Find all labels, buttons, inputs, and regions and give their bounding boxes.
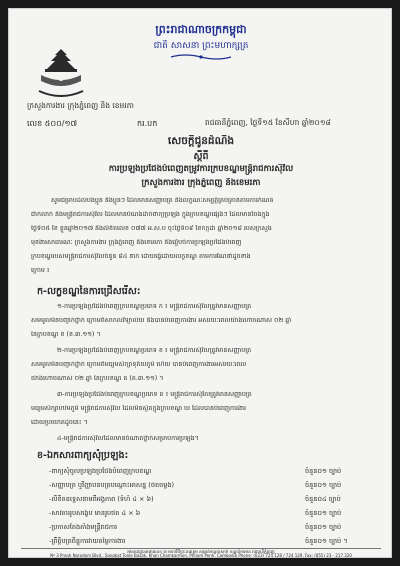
criteria-paragraph: សមមូលមិនបញ្ជាក់ថ្នាក់ ក្រោមពីមធ្យមសិក្សាទុតិយភូមិ ហើយ បានបំពេញការងារអស់រយៈពេល <box>31 361 247 368</box>
footer-address-english: Nº 3 Preah Norodom Blvd., Sangkat Tonle Basak, Khan Chamkarmon, Phnom Penh, Cambodia Phone: (023) 724 128 / 724 129, Fax: (855) 23 - 217 320 <box>50 553 352 558</box>
criteria-paragraph: យ៉ាងហោចណាស់ ០២ ឆ្នាំ នៃក្របខណ្ឌ គ (គ.៣.១១) ។ <box>31 375 164 382</box>
title-subject: ការប្រឡងប្រជែងបំពេញតម្រូវការក្របខណ្ឌមន្ត្រីរាជការស៊ីវិល <box>108 164 294 174</box>
intro-line: មុខងារសាធារណៈ ក្រសួងការងារ ក្រុងភ្នំពេញ និងខេមរភា នឹងរៀបចំការប្រឡងប្រជែងបំពេញ <box>31 239 242 246</box>
ornament-divider <box>169 53 233 61</box>
footer-address-khmer: អាសយដ្ឋានអគារលេខ ៣ មហាវិថីព្រះនរោត្តម សង្កាត់ទន្លេបាសាក់ ខណ្ឌចំការមន រាជធានីភ្នំពេញ <box>127 549 275 554</box>
criteria-paragraph: ១-ការប្រឡងប្រជែងបំពេញក្របខណ្ឌប្រភេទ ក ៖ មន្ត្រីរាជការស៊ីវិលត្រូវមានសញ្ញាបត្រ <box>57 303 252 310</box>
document-item-qty: ចំនួន០១ ច្បាប់ <box>305 481 342 489</box>
document-item-label: -លិខិតឧទ្ទេសនាមពីអង្គភាព (ទំហំ ៤ × ៦) <box>49 495 154 503</box>
document-item-label: -ប្រកាសតែងតាំងមន្ត្រីរាជការ <box>49 523 118 531</box>
document-reference: ករ.បក <box>137 119 158 128</box>
section-b-heading: ខ-ឯកសារពាក្យសុំប្រឡង: <box>37 450 129 461</box>
motto-heading: ជាតិ សាសនា ព្រះមហាក្សត្រ <box>153 41 249 51</box>
office-name: ក្រសួងការងារ ក្រុងភ្នំពេញ និង ខេមរភា <box>27 101 134 110</box>
criteria-paragraph: ២-ការប្រឡងប្រជែងបំពេញក្របខណ្ឌប្រភេទ ខ ៖ មន្ត្រីរាជការស៊ីវិលត្រូវមានសញ្ញាបត្រ <box>57 347 252 354</box>
intro-line: ក្រោម ៖ <box>31 267 50 274</box>
document-item-label: -សញ្ញាបត្រ ឬវិញ្ញាបនបត្របណ្ដោះអាសន្ន (ថតចម្លង) <box>49 481 174 489</box>
criteria-paragraph: ៣-ការប្រឡងប្រជែងបំពេញក្របខណ្ឌប្រភេទ គ ៖ មន្ត្រីរាជការស៊ីវិលត្រូវមានសញ្ញាបត្រ <box>57 391 252 398</box>
title-regarding: ស្តីពី <box>193 151 209 162</box>
section-a-heading: ក-លក្ខខណ្ឌនៃការជ្រើសរើស: <box>37 286 141 297</box>
document-item-qty: ចំនួន០១ ច្បាប់ ។ <box>305 537 348 545</box>
document-item-qty: ចំនួន០១ ច្បាប់ <box>305 467 342 475</box>
criteria-paragraph: មធ្យមសិក្សាបឋមភូមិ មន្ត្រីរាជការស៊ីវិល ដែលមិនស្ថិតក្នុងក្របខណ្ឌ ឃ ដែលបានបំពេញការងារ <box>31 405 246 412</box>
criteria-paragraph: ៤-មន្ត្រីរាជការស៊ីវិលដែលមានចំណាត់ថ្នាក់សម្រាប់ការប្រឡង។ <box>57 435 199 442</box>
document-item-label: -ព្រឹត្តិបត្រពិន្ទុការវាយតម្លៃការងារ <box>49 537 126 545</box>
criteria-paragraph: ដោយប្រយោគដូចនេះ ។ <box>31 419 88 426</box>
document-page <box>8 8 392 558</box>
document-item-label: -សាវតាររូបសង្ខេប មានរូបថត ៤ × ៦ <box>49 509 141 517</box>
criteria-paragraph: សមមូលមិនបញ្ជាក់ថ្នាក់ ក្រោមពីសាកលវិទ្យាល័យ និងបានបំពេញការងារ អស់រយៈពេលយ៉ាងហោចណាស់ ០២ ឆ្នាំ <box>31 317 292 324</box>
intro-line: ជាក់លាក់ និងមន្ត្រីរាជការស៊ីវិល ដែលមានបំណងដាក់ពាក្យប្រឡង ក្នុងក្របខណ្ឌផ្សេងៗ ដែលមានចែងក្នុង <box>31 211 270 218</box>
intro-line: ថ្ងៃទី០៥ ខែ ខ្លួនឆ្នាំ២០១៧ និងលិខិតលេខ ០៧៧ អ.ស.ប ចុះថ្ងៃទី០៩ ខែកក្កដា ឆ្នាំ២០១៨ របស់ក្រសួង <box>31 225 272 232</box>
document-item-qty: ចំនួន០៤ ច្បាប់ <box>305 495 341 503</box>
ministry-emblem-icon <box>31 45 91 97</box>
document-item-qty: ចំនួន០១ ច្បាប់ <box>305 523 342 531</box>
document-item-qty: ចំនួន០១ ច្បាប់ <box>305 509 342 517</box>
title-notice: សេចក្តីជូនដំណឹង <box>167 135 235 147</box>
intro-line: សូមជម្រាបដល់បងប្អូន និងប្អូនៗ ដែលមានសញ្ញាបត្រ និងលក្ខណៈសម្បត្តិគ្រប់គ្រាន់តាមការកំណត់ <box>51 197 274 204</box>
kingdom-heading: ព្រះរាជាណាចក្រកម្ពុជា <box>155 23 247 36</box>
document-number: លេខ ៥០០/១៧ <box>27 119 78 128</box>
document-date: រាជធានីភ្នំពេញ, ថ្ងៃទី១៥ ខែសីហា ឆ្នាំ២០១៨ <box>205 118 331 127</box>
title-ministry: ក្រសួងការងារ ក្រុងភ្នំពេញ និងខេមរភា <box>141 178 261 188</box>
document-item-label: -ពាក្យសុំចូលប្រឡងប្រជែងបំពេញក្របខណ្ឌ <box>49 467 152 475</box>
criteria-paragraph: នៃក្របខណ្ឌ ខ (ខ.៣.១១) ។ <box>31 331 101 338</box>
intro-line: ក្របខណ្ឌរបស់មន្ត្រីរាជការស៊ីវិលចំនួន ៨៤ នាក់ ដោយធ្វើដោយលក្ខខណ្ឌ តាមការណែនាំដូចខាង <box>31 253 251 260</box>
